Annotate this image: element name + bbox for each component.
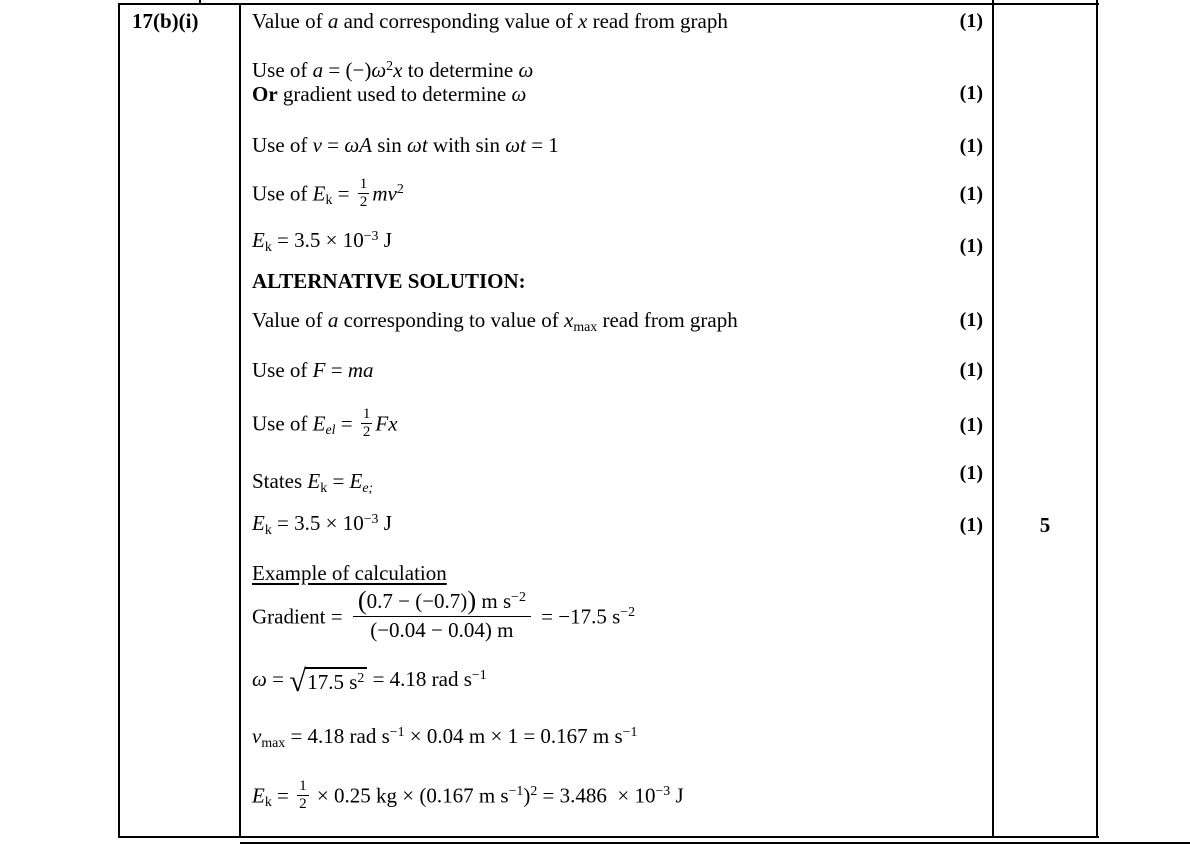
table-border-right (1096, 0, 1098, 838)
total-marks: 5 (1039, 513, 1051, 537)
answer-line-use-ek: Use of Ek = $\frac{1}{2}$ $mv^2$ (252, 176, 404, 210)
mark-point: (1) (959, 359, 983, 381)
answer-line-use-a: Use of $a = (-)\omega^2x$ to determine ω (252, 57, 534, 82)
answer-line-use-f-ma: Use of F = ma (252, 358, 374, 382)
answer-line-or-gradient: Or gradient used to determine ω (252, 82, 527, 106)
answer-line-value-a-xmax: Value of a corresponding to value of xmax read from graph (252, 308, 738, 334)
mark-point: (1) (959, 414, 983, 436)
mark-point: (1) (959, 82, 983, 104)
answer-line-ek-value: $Ek = 3.5 \times 10^{-3}$ J (252, 227, 392, 254)
answer-line-ek-value-2: $Ek = 3.5 \times 10^{-3}$ J (252, 510, 392, 537)
answer-line-states-ek-ee: States Ek = Ee; (252, 469, 374, 495)
mark-point: (1) (959, 462, 983, 484)
mark-point: (1) (959, 309, 983, 331)
answer-line-use-v: Use of v = ωA sin ωt with sin ωt = 1 (252, 133, 559, 157)
answer-line-vmax-calc: vmax = 4.18 rad $s^{-1} \times 0.04$ m × 1 = 0.167 m $s^{-1}$ (252, 723, 638, 750)
mark-point: (1) (959, 135, 983, 157)
answer-line-example-header: Example of calculation (252, 561, 447, 585)
answer-line-ek-calc: Ek = $\frac{1}{2}$ × 0.25 kg × (0.167 m $s^{-1})^2 = 3.486 \times 10^{-3}$ J (252, 778, 684, 812)
table-border-left (118, 3, 120, 838)
mark-point: (1) (959, 10, 983, 32)
mark-point: (1) (959, 514, 983, 536)
mark-point: (1) (959, 183, 983, 205)
answer-line-alt-heading: ALTERNATIVE SOLUTION: (252, 269, 526, 293)
answer-line-value-a: Value of a and corresponding value of x read from graph (252, 9, 728, 33)
question-number: 17(b)(i) (132, 9, 199, 33)
answer-line-omega-calc: ω = √ 17.5 $s^2$ = 4.18 rad $s^{-1}$ (252, 663, 487, 698)
answer-line-use-eel: Use of Eel = $\frac{1}{2}$ Fx (252, 406, 398, 440)
mark-point: (1) (959, 235, 983, 257)
marks-column (240, 0, 993, 844)
previous-row-border-tick (199, 0, 201, 3)
answer-line-gradient-calc: Gradient = $\frac{(0.7 - (-0.7)) m s^{-2}}{(-0.04 - 0.04) m}$ = −17.5 $s^{-2}$ (252, 584, 635, 642)
